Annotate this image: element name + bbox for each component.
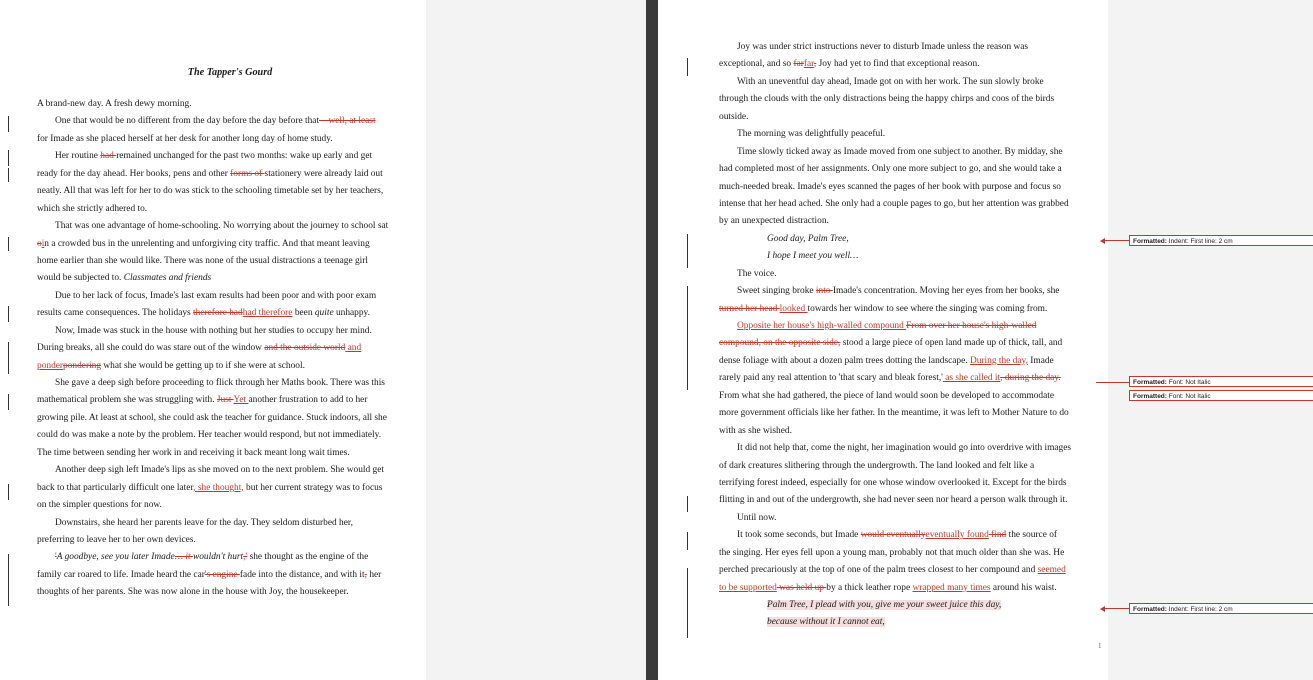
text-line: perched precariously at the top of one of the palm trees closest to her compound and seemed [719,565,1066,576]
deletion: From over her house's high-walled [906,321,1037,331]
insertion: Opposite her house's high-walled compound [737,321,907,331]
insertion: eventually found [925,530,989,541]
deletion: turned her head [719,303,780,314]
deletion: compound, on the opposite side, [719,338,841,349]
change-bar [687,286,688,390]
text-line: With an uneventful day ahead, Imade got on with her work. The sun slowly broke [737,76,1044,87]
change-bar [687,568,688,638]
deletion: would eventually [860,530,926,541]
text-line: outside. [719,111,749,122]
change-bar [8,150,9,166]
insertion: ponder [37,360,64,371]
deletion: ,' [243,552,248,563]
text-line: dense foliage with about a dozen palm trees dotting the landscape. During the day, Imade [719,355,1054,366]
text-line: Sweet singing broke into Imade's concentration. Moving her eyes from her books, she [737,286,1060,297]
comment-connector [1096,382,1129,383]
text-line: on the simpler questions for now. [37,500,162,511]
change-bar [8,484,9,500]
text-line: compound, on the opposite side, stood a large piece of open land made up of thick, tall, and [719,338,1063,349]
text-line: The time between sending her work in and receiving it back meant long wait times. [37,447,350,458]
text-line: terrifying forest indeed, especially for one whose window overlooked it. Except for the birds [719,477,1067,488]
deletion: find [988,530,1007,541]
text-line: family car roared to life. Imade heard the car's engine fade into the distance, and with it, her [37,569,382,580]
change-bar [8,342,9,374]
text-line: growing pile. At least at school, she could ask the teacher for guidance. Stuck indoors, all she [37,412,387,423]
insertion: i [41,238,45,249]
page-number: 1 [1098,642,1102,650]
text-line: Now, Imade was stuck in the house with nothing but her studies to occupy her mind. [55,325,372,336]
text-line: During breaks, all she could do was stare out of the window and the outside world and [37,343,362,354]
text-line: which she strictly adhered to. [37,203,148,214]
text-line: had completed most of her assignments. Only one more subject to go, and she would take a [719,164,1062,175]
deletion: ' [55,552,57,563]
text-line: Until now. [737,512,777,523]
text-line: A brand-new day. A fresh dewy morning. [37,99,192,109]
text-line: the singing. Her eyes fell upon a young man, probably not that much older than she was. He [719,547,1065,558]
text-line: Downstairs, she heard her parents leave for the day. They seldom disturbed her, [55,517,353,528]
insertion: had therefore [242,308,293,319]
text-line: That was one advantage of home-schooling. No worrying about the journey to school sat [55,221,389,232]
text-line: would be subjected to. Classmates and friends [37,273,212,284]
arrow-left-icon [1100,606,1105,612]
text-line [719,318,1104,335]
text-line: by an unexpected distraction. [719,216,829,227]
text-line: It did not help that, come the night, her imagination would go into overdrive with images [737,443,1072,454]
formatting-balloon[interactable]: Formatted: Font: Not Italic [1129,390,1313,401]
insertion: as she called it [942,373,1001,384]
deletion: , [364,569,367,580]
text-line: Palm Tree, I plead with you, give me your sweet juice this day, [767,600,1002,610]
deletion: Just [216,395,234,406]
text-line: back to that particularly difficult one later, she thought, but her current strategy was to focus [37,482,383,493]
text-line: neatly. All that was left for her to do was stick to the schooling timetable set by her teachers, [37,186,384,197]
text-line: rarely paid any real attention to 'that scary and bleak forest,' as she called it, during the day. [719,373,1061,384]
document-title: The Tapper's Gourd [187,67,273,78]
change-bar [687,532,688,550]
deletion: , [813,59,817,70]
text-line: One that would be no different from the day before the day before that—well, at least [55,116,376,127]
text-line: mathematical problem she was struggling with. Just Yet another frustration to add to her [37,395,368,406]
deletion: , during the day. [1000,373,1061,384]
text-line: intense that her head ached. She only had a couple pages to go, but her attention was grabbed [719,198,1069,209]
text-line: for Imade as she placed herself at her desk for another long day of home study. [37,133,333,144]
text-line: to be supported was held up by a thick leather rope wrapped many times around his waist. [719,582,1057,593]
text-line: much-needed break. Imade's eyes scanned the pages of her book with purpose and focus so [719,181,1061,192]
insertion: Yet [233,395,249,406]
insertion: looked [779,303,808,314]
deletion: forms of [230,168,265,179]
insertion: and [345,343,362,354]
text-line: Good day, Palm Tree, [767,233,849,244]
insertion: wrapped many times [912,582,991,593]
deletion: pondering [63,360,102,371]
formatting-balloon[interactable]: Formatted: Indent: First line: 2 cm [1129,235,1313,246]
change-bar [8,554,9,606]
comment-connector [1105,608,1129,609]
text-line: Her routine had remained unchanged for the past two months: wake up early and get [55,151,373,162]
arrow-left-icon [1100,238,1105,244]
text-line: She gave a deep sigh before proceeding to flick through her Maths book. There was this [55,378,385,388]
text-line: Time slowly ticked away as Imade moved from one subject to another. By midday, she [737,146,1063,157]
text-line: because without it I cannot eat, [767,617,885,628]
text-line: could do was make a note by the problem. Her teacher would respond, but not immediately. [37,430,382,441]
pane-divider[interactable] [646,0,658,680]
change-bar [8,394,9,410]
deletion: therefore had [193,308,243,319]
page-2-body[interactable] [719,39,1104,632]
document-page-1[interactable] [0,0,426,680]
deletion: o [37,238,42,249]
change-bar [8,237,9,251]
text-line: with as she wished. [719,425,792,436]
text-line: From what she had gathered, the piece of land would soon be developed to accommodate [719,390,1055,401]
change-bar [687,234,688,268]
deletion: —well, at least [319,116,376,127]
text-line: through the clouds with the only distractions being the happy chirps and coos of the birds [719,94,1055,105]
text-line: Joy was under strict instructions never to disturb Imade unless the reason was [737,42,1029,52]
insertion: far [803,59,814,70]
text-line: Another deep sigh left Imade's lips as she moved on to the next problem. She would get [55,465,384,476]
insertion: , she thought, [193,482,244,493]
text-line: exceptional, and so farfar, Joy had yet to find that exceptional reason. [719,59,980,70]
change-bar [687,58,688,76]
deletion: and the outside world [264,343,346,354]
insertion: to be supported [719,582,777,593]
text-line: thoughts of her parents. She was now alone in the house with Joy, the housekeeper. [37,587,349,598]
text-line: flitting in and out of the undergrowth, she had never seen nor heard a person walk through it. [719,495,1068,506]
page-gutter [426,0,646,680]
insertion: During the day, [969,355,1028,366]
formatting-balloon[interactable]: Formatted: Font: Not Italic [1129,376,1313,387]
text-line: The voice. [737,268,777,279]
text-line: more government officials like her father. In the meantime, it was left to Mother Nature to do [719,408,1069,419]
text-line: preferring to leave her to her own devices. [37,534,196,545]
text-line: Due to her lack of focus, Imade's last exam results had been poor and with poor exam [55,290,377,301]
page-1-body[interactable] [37,96,420,602]
text-line: The morning was delightfully peaceful. [737,129,886,140]
deletion: was held up [776,582,827,593]
comment-connector [1105,240,1129,241]
text-line: of dark creatures slithering through the undergrowth. The land looked and felt like a [719,460,1035,471]
formatting-balloon[interactable]: Formatted: Indent: First line: 2 cm [1129,603,1313,614]
text-line: oin a crowded bus in the unrelenting and unforgiving city traffic. And that meant leaving [37,238,370,249]
deletion: into [815,286,833,297]
text-line: It took some seconds, but Imade would eventuallyeventually found find the source of [737,530,1058,541]
text-line: turned her head looked towards her window to see where the singing was coming from. [719,303,1048,314]
text-line: ready for the day ahead. Her books, pens and other forms of stationery were already laid out [37,168,383,179]
deletion: 's engine [204,569,240,580]
text-line: results came consequences. The holidays therefore hadhad therefore been quite unhappy. [37,308,370,319]
document-page-2[interactable] [658,0,1108,680]
change-bar [8,306,9,322]
text-line: ponderpondering what she would be getting up to if she were at school. [37,360,305,371]
text-line: 'A goodbye, see you later Imade… it wouldn't hurt,' she thought as the engine of the [55,552,369,563]
text-line: I hope I meet you well… [767,251,859,262]
deletion: … it [174,552,193,563]
change-bar [8,116,9,132]
deletion: far [793,59,804,70]
deletion: had [100,151,117,162]
text-line: home earlier than she would like. There was none of the usual distractions a teenage girl [37,255,368,266]
change-bar [687,496,688,512]
markup-pane[interactable] [1108,0,1313,680]
insertion: seemed [1037,565,1066,576]
change-bar [8,168,9,182]
